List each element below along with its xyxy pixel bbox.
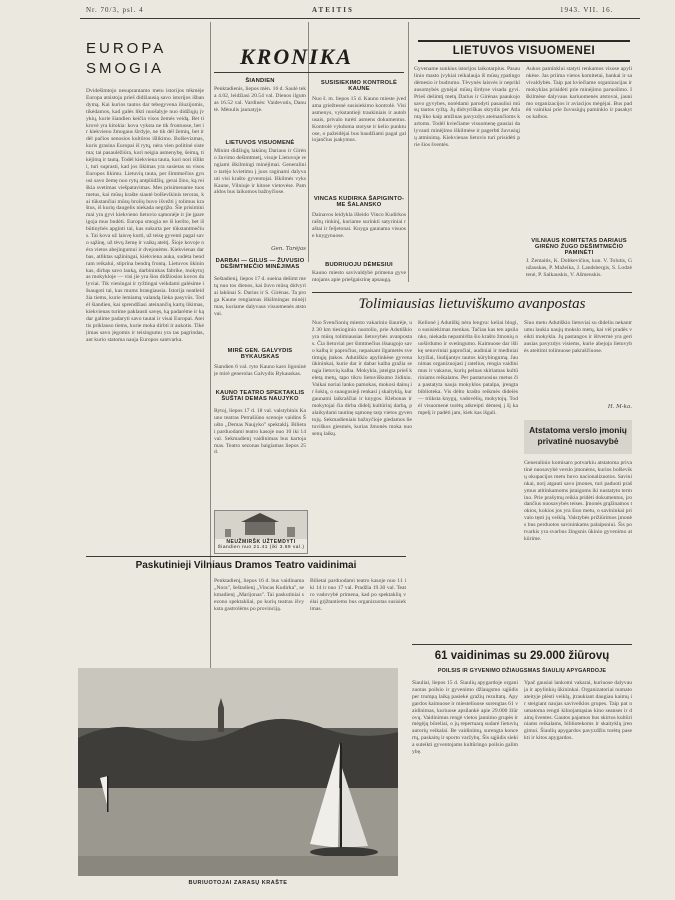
kronika-siandien-text: Penktadienis, liepos mėn. 16 d. Saulė teka 4.02, leidžiasi 20.54 val. Dienos ilgumas 16.52 val. Vardinės: Vaidevutis, Danutė. Mėnulis jaunatyje. bbox=[214, 86, 306, 113]
visuomenei-col2: Aukos paminklui statyti renkamos visose apylinkėse. Jas priima vietos komitetai, bankai ir savivaldybės. Taip pat kviečiame organizacijas ir mokyklas prisidėti prie minėjimo paruošimo. Iškilmėse dalyvaus kariuomenės atstovai, jaunimo organizacijos ir aviacijos mėgėjai. Bus padėti vainikai prie žuvusiųjų paminklo ir pasakytos kalbos. bbox=[526, 66, 632, 121]
kronika-section-visuomene: LIETUVOS VISUOMENĖ bbox=[225, 140, 295, 146]
komitetas-heading: VILNIAUS KOMITETAS DARIAUS GIRĖNO ŽUGO DEŠIMTMEČIO PAMINĖTI bbox=[531, 238, 627, 256]
blackout-caption: NEUŽMIRŠK UŽTEMDYTI bbox=[226, 539, 296, 545]
atstatoma-title-line2: privatinė nuosavybė bbox=[537, 436, 619, 446]
kronika-sign: Gen. Tarėjas bbox=[271, 246, 306, 252]
budejimas-text: Kauno miesto savivaldybė primena gyventojams apie priešgaisrinę apsaugą. bbox=[312, 270, 406, 283]
kronika-section-darbai: DARBAI — GILUS — ŽUVUSIO DEŠIMTMEČIO MINĖJIMAS bbox=[215, 258, 305, 270]
kronika-darbai-text: Šeštadienį, liepos 17 d. sueina dešimt metų nuo tos dienos, kai žuvo mūsų didvyriai lakūnai S. Darius ir S. Girėnas. Ta proga Kaune rengiamas iškilmingas minėjimas, kuriame dalyvaus visuomenės atstovai. bbox=[214, 276, 306, 317]
budejimas-heading: BUDRIUOJU DĖMESIUI bbox=[325, 262, 393, 268]
blackout-box bbox=[214, 510, 308, 554]
issue-date: 1943. VII. 16. bbox=[560, 6, 614, 14]
komitetas-members: J. Žemaitis, K. Dobkevičius, kun. V. Tolutis, Gužauskas, P. Mažeika, J. Landsbergis, S. Lodzėtenė, P. Salkauskis, V. Ašmenskis. bbox=[526, 258, 632, 278]
kronika-rule bbox=[214, 72, 404, 73]
tolimiausias-col1: Nuo Švenčionių miesto vakarinio šiaurėje, už 30 km tiesioginio nuotolio, prie Adutiškio yra mūsų tolimiausias lietuvybės avanpostas. Čia lietuviai per šimtmečius išsaugojo savo kalbą ir papročius, nepaisant ilgametės svetimųjų įtakos. Adutiškio apylinkėse gyvena ūkininkai, kurie dar ir dabar kalba gražia senąja lietuvių kalba. Mokykla, įsteigta prieš keletą metų, tapo tikru lietuviškumo židiniu. Vaikai noriai lanko pamokas, mokosi dainų ir šokių, o suaugusieji renkasi į skaityklą, kur gaunami laikraščiai ir knygos. Klebonas ir mokytojai čia dirba didelį kultūrinį darbą, palaikydami tautinę sąmonę tarp vietos gyventojų. Sekmadieniais bažnyčioje giedamos lietuviškos giesmės, kurias žmonės moka nuo senų laikų. bbox=[312, 320, 412, 437]
vaidinimai-col1: Šiauliai, liepos 15 d. Šiaulių apygardoje organizuotas poilsio ir gyvenimo džiaugsmo sąjūdis per trumpą laiką pasiekė gražių rezultatų. Apygardos kaimuose ir miesteliuose surengtas 61 vaidinimas, kuriuose apsilankė apie 29.000 žiūrovų. Vaidinimus rengė vietos jaunimo grupės ir mėgėjų būreliai, o jų repertuarą sudarė lietuvių autorių veikalai. Be vaidinimų, surengta koncertų, paskaitų ir sporto varžybų. Šis sąjūdis siekia suteikti gyventojams kultūringo poilsio galimybę. bbox=[412, 680, 518, 756]
susisiekimo-text: Nuo š. m. liepos 15 d. Kauno mieste įvedama griežtesnė susisiekimo kontrolė. Visi asmenys, vykstantieji traukiniais ir autobusais, privalo turėti asmens dokumentus. Kontrolė vykdoma stotyse ir kelio punktuose, o pažeidėjai bus baudžiami pagal galiojančius įsakymus. bbox=[312, 96, 406, 144]
paskutinieji-title: Paskutinieji Vilniaus Dramos Teatro vaidinimai bbox=[135, 560, 357, 571]
paskutinieji-col2: Bilietai parduodami teatro kasoje nuo 11 iki 14 ir nuo 17 val. Pradžia 19.30 val. Teatro vadovybė primena, kad po spektaklių vėlai grįžtantiems bus organizuotas susisiekimas. bbox=[310, 578, 406, 612]
column-divider bbox=[210, 22, 211, 672]
issue-number: Nr. 70/3, psl. 4 bbox=[86, 6, 144, 14]
susisiekimo-heading: SUSISIEKIMO KONTROLĖ KAUNE bbox=[320, 80, 398, 92]
paskutinieji-col1: Penktadienį, liepos 16 d. bus vaidinama „Nora", šeštadienį „Vincas Kudirka", sekmadienį „Marijonas". Tai paskutiniai sezono spektakliai, po kurių teatras išvyksta gastrolėms po provinciją. bbox=[214, 578, 304, 612]
tolimiausias-col3: Šiuo metu Adutiškio lietuviai su dideliu nekantrumu laukia naujų mokslo metų, kai vėl pradės veikti mokykla. Jų pastangos ir ištvermė yra geriausias pavyzdys visiems, kurie abejoja lietuvybės ateitimi tolimuose pakraščiuose. bbox=[524, 320, 632, 354]
kronika-section-mire: MIRĖ GEN. GALVYDIS BYKAUSKAS bbox=[227, 348, 293, 360]
tolimiausias-top-rule bbox=[312, 292, 632, 293]
kronika-mire-text: Šiandien 6 val. ryto Kauno karo ligoninėje mirė generolas Galvydis Bykauskas. bbox=[214, 364, 306, 377]
sailboat-illustration bbox=[78, 668, 398, 876]
europa-title-line2: SMOGIA bbox=[86, 60, 165, 77]
photo-caption: BURIUOTOJAI ZARASŲ KRAŠTE bbox=[188, 880, 288, 886]
kudirka-text: Dainavos leidykla išleido Vinco Kudirkos raštų rinkinį, kuriame surinkti satyriniai raštai ir feljetonai. Knyga gaunama visuose knygynuose. bbox=[312, 212, 406, 239]
vaidinimai-title: 61 vaidinimas su 29.000 žiūrovų bbox=[434, 650, 610, 662]
masthead-rule bbox=[80, 18, 640, 19]
sailboats-photo bbox=[78, 668, 398, 876]
column-divider bbox=[408, 22, 409, 282]
vaidinimai-top-rule bbox=[412, 644, 632, 645]
tolimiausias-title: Tolimiausias lietuviškumo avanpostas bbox=[358, 296, 586, 312]
visuomenei-col1: Gyvename sunkius istorijos laikotarpius. Pasaulinio masto įvykiai reikalauja iš mūsų ypatingo dėmesio ir budrumo. Tėvynės laisvės ir nepriklausomybės gynėjai mūsų širdyse visada gyvi. Prieš dešimtį metų Darius ir Girėnas paaukojo savo gyvybes, norėdami parodyti pasauliui mūsų tautos ryžtą. Jų didvyriškas skrydis per Atlantą liko kaip amžinas pavyzdys ateinančioms kartoms. Todėl kviečiame visuomenę gausiai dalyvauti minėjimo iškilmėse ir pagerbti žuvusiųjų atminimą. Kiekvienas lietuvis turi prisidėti prie šios šventės. bbox=[414, 66, 520, 148]
visuomenei-title-box bbox=[418, 40, 630, 62]
vaidinimai-subtitle: POILSIS IR GYVENIMO DŽIAUGSMAS ŠIAULIŲ APYGARDOJE bbox=[437, 668, 607, 674]
atstatoma-title-box bbox=[524, 420, 632, 454]
kronika-visuomene-text: Minint didžiųjų lakūnų Dariaus ir Girėno žuvimo dešimtmetį, visoje Lietuvoje rengiami iškilmingi minėjimai. Generalinio tarėjo kvietimu į juos raginami dalyvauti visi krašto gyventojai. Iškilmės vyks Kaune, Vilniuje ir kitose vietovėse. Pamaldos bus laikomos bažnyčiose. bbox=[214, 148, 306, 196]
paper-name: ATEITIS bbox=[312, 6, 354, 14]
europa-article-body: Dvidešimtojo nesuprantamo metu istorijos tėkmėje Europa atsistoja prieš didžiausią savo istorijos išbandymą. Kai kurios tautos dar tebegyvena iliuzijomis, tikėdamos, kad galės likti nuošalyje nuo didžiųjų įvykių, kurie šiandien keičia visos žemės veidą. Bet tikrovė yra kitokia: kova vyksta ne tik frontuose, bet ir kiekvieno žmogaus širdyje, ne tik dėl žemių, bet ir dėl pačios senosios kultūros išlikimo. Bolševizmas, kuris grasina Europai iš rytų, nėra vien politinė sistema; tai pasaulėžiūra, kuri neigia asmenybę, šeimą, tikėjimą ir tautą. Todėl kiekviena tauta, kuri nori išlikti, turi suprasti, kad jos likimas yra susietas su visos Europos likimu. Lietuvių tauta, per šimtmečius gynusi savo žemę nuo rytų antplūdžių, gerai žino, ką reiškia svetimas viešpatavimas. Mes prisimename tuos metus, kai mūsų krašte siautė bolševikinis teroras, kai tūkstančiai mūsų brolių buvo išvežti į tolimus kraštus, iš kurių daugelis niekada negrįžo. Šie prisiminimai yra gyvi kiekvieno lietuvio sąmonėje ir jie įpareigoja mus budėti. Europa smogia ne iš keršto, bet iš būtinybės apginti tai, kas sukurta per tūkstantmečius. Tai kova už laisvę kurti, už teisę gyventi pagal savo sąžinę, už tėvų žemę ir vaikų ateitį. Šioje kovoje nėra vietos abejingumui ir dvejonėms. Kiekvienas darbas, atliktas sąžiningai, kiekviena auka, sudėta bendram reikalui, stiprina bendrą frontą. Lietuvos ūkininkas, dirbąs savo lauką, darbininkas fabrike, mokytojas mokykloje — visi jie yra šios didžiosios kovos dalyviai. Tik vieningai ir ryžtingai veikdami galėsime išsaugoti tai, kas mums brangiausia. Istorija neatleidžia tiems, kurie lemiamą valandą lieka pasyvūs. Todėl šiandien, kai sprendžiasi ateinančių kartų likimas, kiekvienas turime paklausti savęs, ką padarėme ir ką dar galime padaryti savo tautai ir visai Europai. Ateitis priklauso tiems, kurie moka dirbti ir aukotis. Tikėjimas savo jėgomis ir teisingumu yra tas pagrindas, ant kurio statoma nauja Europos santvarka. bbox=[86, 88, 204, 343]
house-illustration bbox=[215, 511, 307, 539]
kronika-section-teatras: KAUNO TEATRO SPEKTAKLIS ŠUŠTAI DEMAS NAUJYKO bbox=[215, 390, 305, 402]
kronika-teatras-text: Rytoj, liepos 17 d. 18 val. valstybinis Kauno teatras Petrašiūno scenoje vaidins Šušto „Demas Naujyko" spektaklį. Bilietai parduodami teatro kasoje nuo 10 iki 14 val. Sekmadienį vaidinimas bus kartojamas. Teatro sezonas baigiamas liepos 25 d. bbox=[214, 408, 306, 456]
tolimiausias-signature: H. M-ka. bbox=[607, 404, 632, 410]
tolimiausias-col2: Kelionė į Adutiškį nėra lengva: keliai blogi, o susisiekimas menkas. Tačiau kas ten apsilanko, niekada nepamiršta šio krašto žmonių nuoširdumo ir svetingumo. Kaimuose dar išlikę senoviniai papročiai, audiniai ir mediniai kryžiai, liudijantys tautos kūrybingumą. Jaunimas organizuojasi į ratelius, rengia vaidinimus ir vakarus, kurių pelnas skiriamas kultūriniams reikalams. Per pastaruosius metus čia pastatyta nauja mokyklos patalpa, įrengta biblioteka. Vis dėlto krašto reikmės didelės — trūksta knygų, vadovėlių, mokytojų. Todėl visuomenė turėtų atkreipti dėmesį į šį kampelį ir padėti jam, kiek kas išgali. bbox=[418, 320, 518, 416]
atstatoma-title-line1: Atstatoma verslo įmonių bbox=[529, 425, 627, 435]
europa-title-line1: EUROPA bbox=[86, 40, 167, 57]
kronika-title: KRONIKA bbox=[240, 44, 354, 69]
blackout-time: Šiandien nuo 21.41 (iki 3.69 val.) bbox=[217, 545, 305, 550]
paskutinieji-top-rule bbox=[86, 556, 406, 557]
vaidinimai-col2: Ypač gausiai lankomi vakarai, kuriuose dalyvauja ir apylinkių ūkininkai. Organizatoriai numato ateityje plėsti veiklą, įtraukiant daugiau kaimų ir steigiant naujas saviveiklos grupes. Taip pat numatoma rengti kilnojamąsias kino seanses ir dainų šventes. Gautos pajamos bus skirtos kultūriniams reikalams, bibliotekoms ir skaityklų įrengimui. Šiaulių apygardos pavyzdžiu turėtų pasekti ir kitos apygardos. bbox=[524, 680, 632, 742]
kronika-section-siandien: ŠIANDIEN bbox=[245, 78, 275, 84]
kudirka-heading: VINCAS KUDIRKA ŠAPIGINTO-ME ŠALANSKO bbox=[313, 196, 405, 208]
atstatoma-text: Generalinio komisaro potvarkiu atstatoma privatinė nuosavybė verslo įmonėms, kurios bolševikų okupacijos metu buvo nacionalizuotos. Savininkai, norį atgauti savo įmones, turi paduoti prašymus atitinkamoms įstaigoms iki nustatyto termino. Prie prašymų reikia pridėti dokumentus, įrodančius nuosavybės teises. Įmonės grąžinamos tokios, kokios jos yra šiuo metu, o savininkai privalo tęsti jų veiklą. Valstybės prižiūrimos įmonės bus perduotos savininkams palaipsniui. Šis potvarkis yra svarbus žingsnis ūkinio gyvenimo atkūrime. bbox=[524, 460, 632, 542]
visuomenei-title: LIETUVOS VISUOMENEI bbox=[452, 45, 596, 57]
